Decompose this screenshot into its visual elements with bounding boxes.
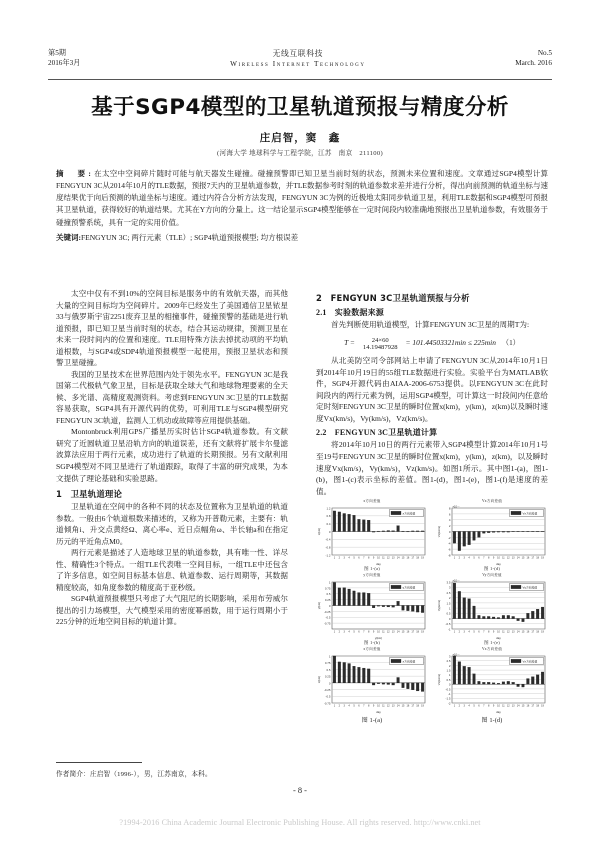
svg-text:2: 2: [338, 630, 341, 634]
svg-text:x方向差值: x方向差值: [402, 511, 416, 516]
svg-text:5: 5: [473, 556, 475, 560]
svg-text:-8: -8: [447, 553, 451, 558]
svg-text:15: 15: [521, 630, 525, 634]
svg-text:13: 13: [391, 704, 395, 708]
bar-chart: [316, 504, 428, 566]
svg-text:0.5: 0.5: [326, 592, 331, 597]
svg-text:9: 9: [372, 556, 375, 560]
svg-text:14: 14: [396, 630, 400, 634]
svg-text:12: 12: [506, 630, 510, 634]
svg-text:7: 7: [363, 704, 365, 708]
svg-text:2: 2: [458, 704, 461, 708]
svg-text:1.5: 1.5: [446, 601, 451, 606]
svg-text:y(km): y(km): [317, 602, 322, 610]
abstract-paragraph: [56, 168, 548, 229]
bar-chart: [436, 504, 548, 566]
figure-cell: [436, 647, 548, 724]
svg-text:4: 4: [468, 704, 470, 708]
svg-text:7: 7: [363, 630, 365, 634]
svg-text:1: 1: [328, 580, 331, 585]
right-column: [316, 288, 548, 725]
svg-text:19: 19: [541, 556, 544, 560]
chart-title: Vx方向差值: [482, 647, 502, 652]
svg-text:-4: -4: [447, 541, 451, 546]
svg-text:0: 0: [328, 530, 331, 535]
svg-text:11: 11: [382, 556, 385, 560]
svg-text:0: 0: [328, 681, 331, 686]
svg-text:1: 1: [448, 606, 451, 611]
svg-text:-0.75: -0.75: [323, 701, 331, 706]
bar-chart: [316, 578, 428, 640]
svg-text:0.5: 0.5: [446, 611, 451, 616]
keywords-line: [56, 232, 548, 244]
copyright-notice: ?1994-2016 China Academic Journal Electronic Publishing House. All rights reserved. http://www.cnki.net: [119, 818, 481, 827]
keywords-label: 关键词:: [56, 232, 81, 242]
svg-text:6: 6: [358, 630, 360, 634]
svg-text:18: 18: [536, 556, 540, 560]
svg-text:1: 1: [333, 630, 336, 634]
svg-text:Vx(km/s): Vx(km/s): [437, 525, 442, 538]
svg-text:15: 15: [401, 556, 405, 560]
equation-lhs: T =: [344, 338, 355, 348]
svg-text:8: 8: [448, 506, 451, 511]
svg-text:×10⁻⁴: ×10⁻⁴: [452, 505, 460, 509]
equation-numerator: 24×60: [371, 336, 389, 344]
svg-text:1.5: 1.5: [446, 668, 451, 673]
svg-text:18: 18: [536, 630, 540, 634]
svg-text:8: 8: [488, 556, 490, 560]
svg-text:-0.25: -0.25: [323, 609, 331, 614]
svg-text:11: 11: [382, 704, 385, 708]
author-bio-footnote: 作者简介：庄启智（1996-），男，江苏南京，本科。: [56, 771, 212, 778]
svg-text:14: 14: [396, 704, 400, 708]
svg-text:10: 10: [377, 556, 380, 560]
issue-number-en: No.5: [537, 49, 552, 57]
svg-text:5: 5: [353, 630, 355, 634]
equation-rhs: = 101.44503321min ≤ 225min: [405, 338, 496, 348]
svg-text:8: 8: [488, 704, 490, 708]
svg-text:5: 5: [353, 556, 355, 560]
svg-text:day: day: [376, 709, 381, 714]
paragraph: 从北美防空司令部网站上申请了FENGYUN 3C从2014年10月1日到2014年10月19日的55组TLE数据进行实验。实验平台为MATLAB软件，SGP4开源代码由AIAA-2006-6753提供。以FENGYUN 3C在此时间段内的两行元素为例，运用SGP4模型，可计算这一时段间内任意给定时刻FENGYUN 3C卫星的瞬时位置x(km)，y(km)，z(km)以及瞬时速度Vx(km/s)，Vy(km/s)，Vz(km/s)。: [316, 356, 548, 423]
svg-text:4: 4: [348, 704, 350, 708]
svg-text:10: 10: [497, 630, 500, 634]
svg-text:9: 9: [372, 630, 375, 634]
svg-text:10: 10: [377, 630, 380, 634]
paragraph: 两行元素是描述了人造地球卫星的轨道参数，具有唯一性、详尽性、精确性3个特点。一组TLE代表唯一空间目标，一组TLE中还包含了许多信息，如空间目标基本信息、轨道参数、运行周期等，其数据精度较高，如角度参数的精度高于亚秒级。: [56, 548, 288, 592]
svg-text:8: 8: [368, 630, 370, 634]
abstract-text: 在太空中空间碎片随时可能与航天器发生碰撞。碰撞预警即已知卫星当前时刻的状态，预测未来位置和速度。文章通过SGP4模型计算FENGYUN 3C从2014年10月的TLE数据，预报7天内的卫星轨道参数，并TLE数据参考时刻的轨道参数求差并进行分析，得出向前预测的轨道坐标与速度结果优于向后预测的轨道坐标与速度。通过内符合分析方法发现，FENGYUN 3C为例的近极地太阳同步轨道卫星，利用TLE数据和SGP4模型可预报其卫星轨道，获得较好的轨道结果。尤其在Y方向的分量上。这一结论显示SGP4模型能够在一定时间段内较准确地预报出卫星轨道参数，有效服务于碰撞预警系统，具有一定的实用价值。: [56, 169, 548, 227]
svg-text:4: 4: [348, 556, 350, 560]
svg-text:2.5: 2.5: [446, 590, 451, 595]
svg-text:-0.5: -0.5: [445, 687, 451, 692]
figure-caption: 图 1-(e): [483, 640, 501, 646]
svg-text:6: 6: [478, 630, 480, 634]
svg-text:16: 16: [526, 630, 530, 634]
svg-text:7: 7: [363, 556, 365, 560]
paragraph: 太空中仅有不到10%的空间目标是服务中的有效航天器，而其他大量的空间目标均为空间碎片。2009年已经发生了美国通信卫星铱星33与俄罗斯宇宙2251废弃卫星的相撞事件，碰撞预警的基础是进行轨道预报，即已知卫星当前时刻的状态，结合其运动规律，预测卫星在未来一段时间内的位置和速度。TLE用特殊方法去掉扰动项的平均轨道根数，与SGP4或SDP4轨道预报模型一起使用，预报卫星状态和预警卫星碰撞。: [56, 289, 288, 368]
svg-text:11: 11: [502, 704, 505, 708]
svg-text:day: day: [376, 561, 381, 566]
svg-text:9: 9: [492, 556, 495, 560]
svg-text:3: 3: [463, 556, 465, 560]
svg-text:-1: -1: [447, 627, 451, 632]
svg-text:0.25: 0.25: [324, 674, 331, 679]
svg-text:18: 18: [536, 704, 540, 708]
svg-text:×10⁻⁴: ×10⁻⁴: [452, 653, 460, 657]
svg-text:Vx方向差值: Vx方向差值: [522, 511, 538, 516]
svg-text:11: 11: [382, 630, 385, 634]
svg-text:19: 19: [421, 556, 424, 560]
paragraph: 首先判断使用轨道模型，计算FENGYUN 3C卫星的周期T为:: [331, 320, 530, 329]
svg-text:2: 2: [458, 630, 461, 634]
svg-text:12: 12: [506, 704, 510, 708]
issue-date-en: March. 2016: [515, 59, 552, 68]
header-divider: [48, 79, 552, 80]
svg-text:3.5: 3.5: [446, 580, 451, 585]
figure-caption: 图 1-(d): [483, 566, 501, 572]
svg-text:1: 1: [453, 556, 456, 560]
svg-text:-2: -2: [447, 535, 451, 540]
svg-text:3: 3: [448, 585, 451, 590]
svg-text:19: 19: [421, 704, 424, 708]
svg-text:2: 2: [448, 663, 451, 668]
svg-text:5: 5: [473, 630, 475, 634]
svg-text:0.5: 0.5: [446, 678, 451, 683]
svg-text:8: 8: [488, 630, 490, 634]
figure-cell: [436, 573, 548, 646]
svg-text:11: 11: [502, 630, 505, 634]
svg-text:18: 18: [416, 704, 420, 708]
abstract-label: 摘 要:: [56, 169, 94, 178]
svg-text:17: 17: [411, 556, 415, 560]
svg-text:5: 5: [353, 704, 355, 708]
svg-text:10: 10: [497, 556, 500, 560]
svg-text:x方向差值: x方向差值: [402, 659, 416, 664]
svg-text:15: 15: [401, 704, 405, 708]
figure-cell: [436, 499, 548, 572]
svg-text:7: 7: [483, 630, 485, 634]
svg-text:-6: -6: [447, 547, 451, 552]
figure-row: [316, 573, 548, 646]
svg-text:1: 1: [333, 556, 336, 560]
svg-text:1: 1: [448, 673, 451, 678]
svg-text:day: day: [496, 561, 501, 566]
keywords-text: FENGYUN 3C; 两行元素（TLE）; SGP4轨道预报模型; 均方根误差: [81, 232, 299, 242]
abstract-block: [56, 168, 548, 244]
svg-text:0.75: 0.75: [324, 661, 331, 666]
svg-text:6: 6: [478, 556, 480, 560]
svg-text:-0.75: -0.75: [323, 621, 331, 626]
svg-text:1: 1: [333, 704, 336, 708]
svg-text:×10⁻⁴: ×10⁻⁴: [452, 579, 460, 583]
svg-text:15: 15: [401, 630, 405, 634]
svg-text:day: day: [496, 635, 501, 640]
figure-row: [316, 499, 548, 572]
svg-text:7: 7: [483, 704, 485, 708]
svg-text:0: 0: [448, 530, 451, 535]
svg-text:x(km): x(km): [317, 676, 322, 684]
chart-title: Vy方向差值: [482, 573, 502, 578]
svg-text:13: 13: [511, 704, 515, 708]
svg-text:14: 14: [396, 556, 400, 560]
svg-text:0.25: 0.25: [324, 598, 331, 603]
section-heading-1: 1 卫星轨道理论: [56, 489, 123, 500]
svg-text:17: 17: [531, 630, 535, 634]
figure-caption: 图 1-(d): [481, 718, 503, 725]
subsection-heading-2-1: 2.1 实验数据来源: [316, 308, 384, 317]
svg-text:0.75: 0.75: [324, 586, 331, 591]
svg-text:-0.5: -0.5: [445, 622, 451, 627]
svg-text:18: 18: [416, 556, 420, 560]
figure-caption: 图 1-(b): [363, 640, 381, 646]
equation-denominator: 14.19487928: [362, 343, 398, 351]
svg-text:19: 19: [421, 630, 424, 634]
svg-text:2: 2: [338, 556, 341, 560]
svg-text:3: 3: [343, 704, 345, 708]
svg-text:-0.4: -0.4: [325, 537, 331, 542]
paragraph: Montonbruck利用GPS广播星历实时估计SGP4轨道参数。有文献研究了近圆轨道卫星沿轨方向的轨道误差，还有文献将扩展卡尔曼滤波算法应用于两行元素，成功进行了轨道的长期预报。另有文献利用SGP4模型对不同卫星进行了轨道跟踪，取得了丰富的研究成果，为本文提供了理论基础和实验思路。: [56, 427, 288, 483]
svg-text:9: 9: [492, 630, 495, 634]
svg-text:15: 15: [521, 704, 525, 708]
issue-info-en: [515, 48, 552, 69]
svg-text:6: 6: [478, 704, 480, 708]
page-title: 基于SGP4模型的卫星轨道预报与精度分析: [91, 95, 509, 120]
svg-text:-0.8: -0.8: [325, 545, 331, 550]
svg-text:13: 13: [511, 630, 515, 634]
affiliation: (河海大学 地球科学与工程学院，江苏 南京 211100): [217, 150, 383, 157]
svg-text:16: 16: [526, 704, 530, 708]
svg-text:2: 2: [448, 524, 451, 529]
svg-text:3: 3: [448, 654, 451, 659]
svg-text:17: 17: [411, 630, 415, 634]
svg-text:-1.2: -1.2: [325, 553, 331, 558]
issue-info: [48, 48, 80, 69]
svg-text:0: 0: [328, 604, 331, 609]
chart-title: y方向差值: [363, 573, 381, 578]
svg-text:14: 14: [516, 704, 520, 708]
svg-text:3: 3: [343, 630, 345, 634]
author-list: 庄启智，窦 鑫: [259, 133, 341, 144]
footnote-divider: [56, 762, 142, 763]
svg-text:12: 12: [386, 630, 390, 634]
page-number: - 8 -: [293, 786, 307, 795]
svg-text:Vx方向差值: Vx方向差值: [522, 659, 538, 664]
figure-caption: 图 1-(a): [361, 718, 383, 725]
svg-text:4: 4: [468, 630, 470, 634]
svg-text:-0.5: -0.5: [325, 694, 331, 699]
figure-cell: [316, 499, 428, 572]
svg-text:-1.5: -1.5: [445, 696, 451, 701]
svg-text:Vx(km/s): Vx(km/s): [437, 673, 442, 686]
figure-row: [316, 647, 548, 724]
paragraph: 卫星轨道在空间中的各种不同的状态及位置称为卫星轨道的轨道参数。一般由6个轨道根数来描述的，又称为开普勒元素，主要有：轨道倾角i、升交点黄经Ω、离心率e、近日点幅角ω、半长轴a和在指定历元的平近角点M0。: [56, 502, 288, 546]
svg-text:2: 2: [448, 596, 451, 601]
svg-text:-2: -2: [447, 701, 451, 706]
svg-text:15: 15: [521, 556, 525, 560]
svg-text:12: 12: [386, 704, 390, 708]
equation-number: （1）: [501, 338, 520, 347]
body-columns: [56, 288, 548, 758]
bar-chart: [316, 652, 428, 714]
svg-text:14: 14: [516, 630, 520, 634]
svg-text:0: 0: [448, 682, 451, 687]
svg-text:9: 9: [492, 704, 495, 708]
svg-text:Vy方向差值: Vy方向差值: [522, 585, 538, 590]
svg-text:1: 1: [328, 654, 331, 659]
section-heading-2: 2 FENGYUN 3C卫星轨道预报与分析: [316, 293, 470, 303]
figure-cell: [316, 573, 428, 646]
paragraph: 将2014年10月10日的两行元素带入SGP4模型计算2014年10月1号至19号FENGYUN 3C卫星的瞬时位置x(km)，y(km)，z(km)，以及瞬时速度Vx(km/s)，Vy(km/s)，Vz(km/s)。如图1所示。其中图1-(a)，图1-(b)，图1-(c)表示坐标的差值。图1-(d)，图1-(e)，图1-(f)是速度的差值。: [316, 440, 548, 496]
svg-text:-1: -1: [447, 692, 451, 697]
subsection-heading-2-2: 2.2 FENGYUN 3C卫星轨道计算: [316, 428, 438, 438]
svg-text:1.2: 1.2: [326, 506, 331, 511]
chart-title: x方向差值: [363, 647, 381, 652]
svg-text:11: 11: [502, 556, 505, 560]
svg-text:8: 8: [368, 556, 370, 560]
svg-text:-0.25: -0.25: [323, 688, 331, 693]
figure-cell: [316, 647, 428, 724]
svg-text:19: 19: [541, 704, 544, 708]
figure-group-1: [316, 499, 548, 724]
svg-text:4: 4: [468, 556, 470, 560]
equation-1: [316, 336, 548, 351]
svg-text:0.8: 0.8: [326, 514, 331, 519]
svg-text:day: day: [496, 709, 501, 714]
svg-text:6: 6: [358, 556, 360, 560]
svg-text:13: 13: [391, 556, 395, 560]
svg-text:17: 17: [531, 704, 535, 708]
svg-text:y(km): y(km): [374, 635, 383, 640]
svg-text:2.5: 2.5: [446, 659, 451, 664]
paragraph: 我国的卫星技术在世界范围内处于领先水平。FENGYUN 3C是我国第二代极轨气象卫星，目标是获取全球大气和地球物理要素的全天候、多光谱、高精度观测资料。考虑到FENGYUN 3C卫星的TLE数据容易获取，SGP4具有开源代码的优势，可利用TLE与SGP4模型研究FENGYUN 3C轨道，监测人工机动或故障等应用提供基础。: [56, 369, 288, 425]
svg-text:3: 3: [463, 630, 465, 634]
svg-text:17: 17: [411, 704, 415, 708]
svg-text:9: 9: [372, 704, 375, 708]
svg-text:y方向差值: y方向差值: [402, 585, 416, 590]
svg-text:-0.5: -0.5: [325, 615, 331, 620]
svg-text:5: 5: [473, 704, 475, 708]
svg-text:1: 1: [453, 630, 456, 634]
equation-fraction: [361, 337, 400, 352]
chart-title: Vx方向差值: [482, 499, 502, 504]
svg-text:0.5: 0.5: [326, 667, 331, 672]
svg-text:17: 17: [531, 556, 535, 560]
running-head: [48, 48, 552, 69]
svg-text:13: 13: [391, 630, 395, 634]
svg-text:x(km): x(km): [317, 528, 322, 536]
svg-text:Vy(km/s): Vy(km/s): [437, 599, 442, 612]
svg-text:2: 2: [458, 556, 461, 560]
svg-text:0.4: 0.4: [326, 522, 331, 527]
bar-chart: [436, 652, 548, 714]
svg-text:13: 13: [511, 556, 515, 560]
journal-name-cn: 无线互联科技: [272, 49, 323, 58]
svg-text:1: 1: [453, 704, 456, 708]
issue-date-cn: 2016年3月: [48, 59, 81, 68]
svg-text:19: 19: [541, 630, 544, 634]
svg-text:7: 7: [483, 556, 485, 560]
svg-text:4: 4: [448, 518, 451, 523]
svg-text:14: 14: [516, 556, 520, 560]
paragraph: SGP4轨道预报模型只考虑了大气阻尼的长期影响，采用布劳威尔提出的引力场模型，大气模型采用的密度幂函数，用于运行周期小于225分钟的近地空间目标的轨道计算。: [56, 594, 288, 627]
journal-name: [80, 48, 515, 68]
svg-text:3: 3: [343, 556, 345, 560]
svg-text:18: 18: [416, 630, 420, 634]
svg-text:2: 2: [338, 704, 341, 708]
chart-title: x方向差值: [363, 499, 381, 504]
svg-text:6: 6: [448, 512, 451, 517]
svg-text:12: 12: [506, 556, 510, 560]
svg-text:12: 12: [386, 556, 390, 560]
svg-text:16: 16: [406, 556, 410, 560]
svg-text:8: 8: [368, 704, 370, 708]
svg-text:6: 6: [358, 704, 360, 708]
svg-text:10: 10: [497, 704, 500, 708]
figure-caption: 图 1-(a): [363, 566, 381, 572]
svg-text:3: 3: [463, 704, 465, 708]
svg-text:0: 0: [448, 617, 451, 622]
svg-text:4: 4: [348, 630, 350, 634]
bar-chart: [436, 578, 548, 640]
svg-text:10: 10: [377, 704, 380, 708]
issue-number: 第5期: [48, 49, 66, 57]
svg-text:16: 16: [526, 556, 530, 560]
svg-text:16: 16: [406, 630, 410, 634]
left-column: [56, 288, 288, 628]
journal-name-en: Wireless Internet Technology: [230, 60, 366, 68]
svg-text:16: 16: [406, 704, 410, 708]
